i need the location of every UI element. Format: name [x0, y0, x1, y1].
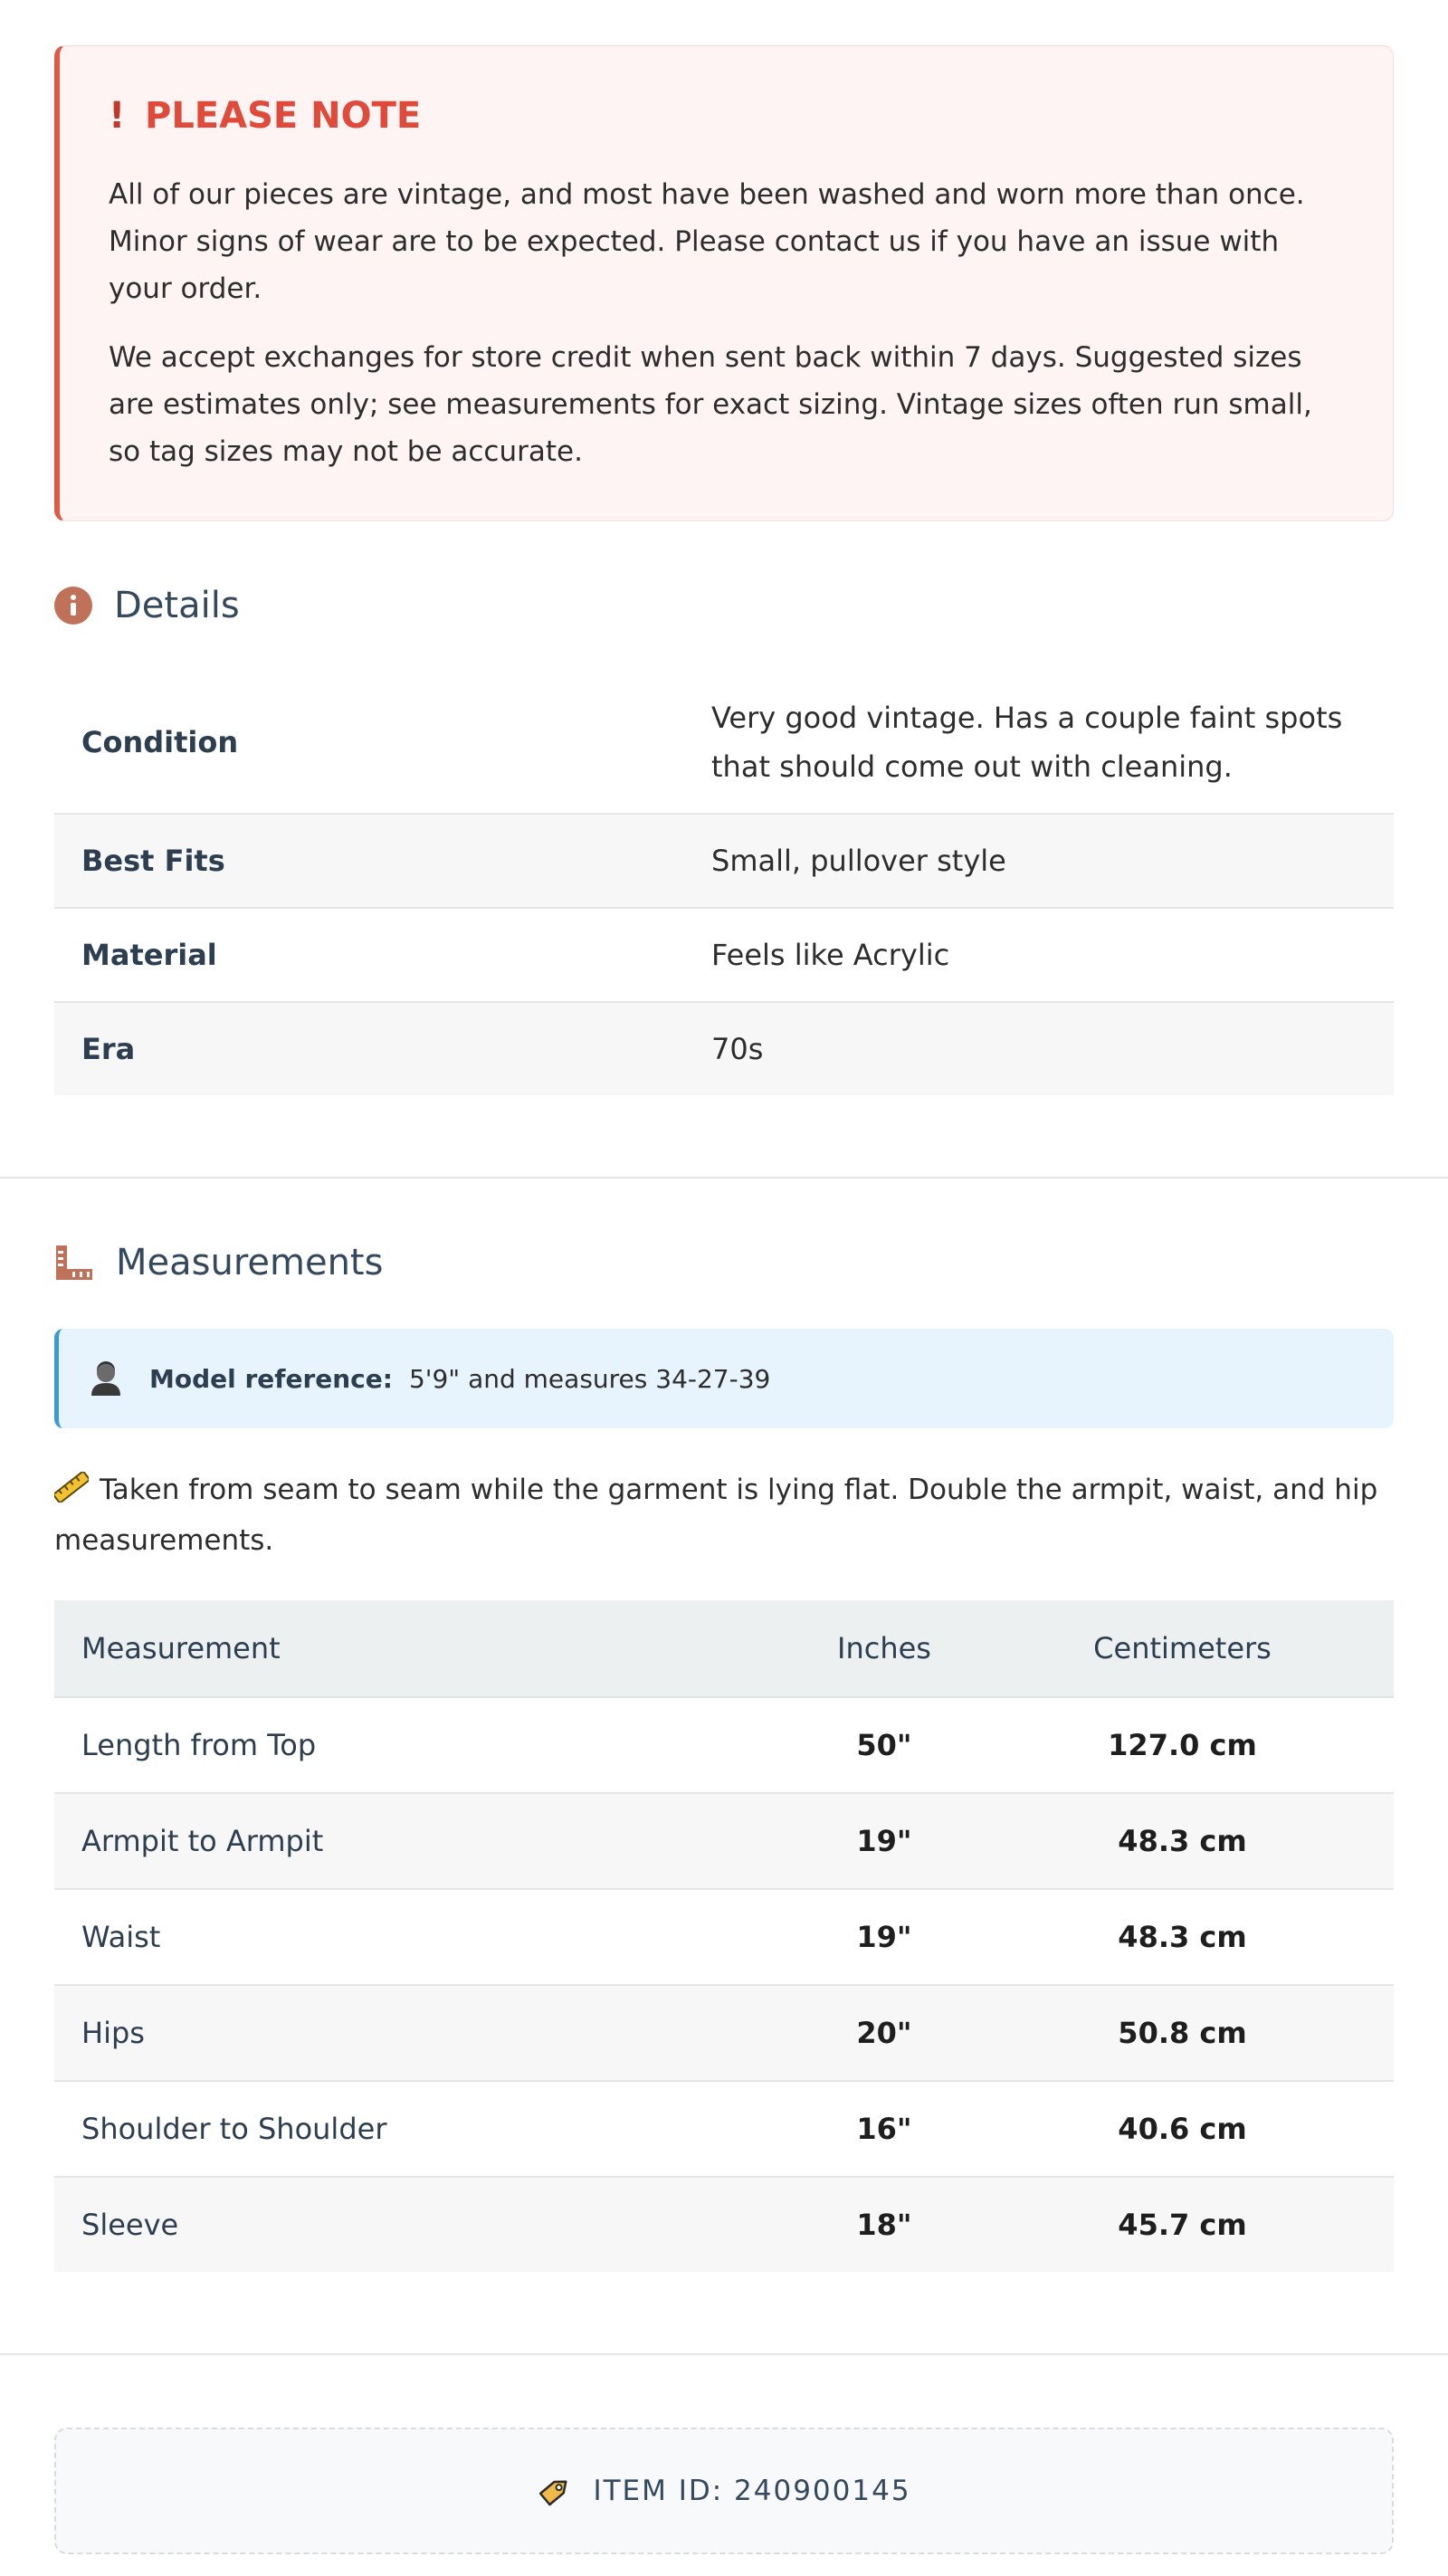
details-value: 70s	[711, 1032, 764, 1066]
details-row-era	[54, 1003, 1394, 1095]
measurement-inches: 50"	[797, 1697, 971, 1793]
person-icon	[90, 1361, 122, 1396]
measurements-title: Measurements	[116, 1242, 384, 1283]
measurement-name: Length from Top	[54, 1697, 797, 1793]
column-header-inches: Inches	[797, 1600, 971, 1697]
measurement-note-text: Taken from seam to seam while the garment is lying flat. Double the armpit, waist, and hip measurements.	[54, 1474, 1378, 1557]
model-reference-box	[54, 1329, 1394, 1428]
measurement-cm: 127.0 cm	[971, 1697, 1394, 1793]
measurement-cm: 48.3 cm	[971, 1793, 1394, 1889]
column-header-measurement: Measurement	[54, 1600, 797, 1697]
model-reference-value: 5'9" and measures 34-27-39	[408, 1363, 771, 1394]
details-key: Condition	[81, 725, 239, 759]
measurement-inches: 19"	[797, 1793, 971, 1889]
tag-icon	[537, 2473, 573, 2509]
details-value: Very good vintage. Has a couple faint spots that should come out with cleaning.	[711, 701, 1343, 784]
measurement-cm: 45.7 cm	[971, 2177, 1394, 2272]
measurement-name: Hips	[54, 1985, 797, 2081]
measurement-inches: 20"	[797, 1985, 971, 2081]
measurement-cm: 48.3 cm	[971, 1889, 1394, 1985]
details-heading	[54, 585, 1394, 626]
table-row	[54, 1985, 1394, 2081]
details-title: Details	[114, 585, 240, 626]
measurement-note	[54, 1466, 1394, 1564]
measurement-inches: 16"	[797, 2081, 971, 2177]
model-reference-label: Model reference:	[149, 1363, 393, 1394]
measurement-cm: 40.6 cm	[971, 2081, 1394, 2177]
measurement-name: Shoulder to Shoulder	[54, 2081, 797, 2177]
measurement-cm: 50.8 cm	[971, 1985, 1394, 2081]
item-id-box	[54, 2428, 1394, 2554]
table-row	[54, 1697, 1394, 1793]
exclamation-icon: !	[109, 95, 126, 137]
measurements-heading	[54, 1242, 1394, 1283]
details-key: Era	[81, 1032, 136, 1066]
notice-paragraph-1: All of our pieces are vintage, and most have been washed and worn more than once. Minor signs of wear are to be expected. Please contact us if you have an issue with your order.	[109, 178, 1305, 305]
notice-box	[54, 45, 1394, 521]
details-value: Feels like Acrylic	[711, 938, 950, 972]
info-icon	[54, 587, 92, 625]
measurement-name: Armpit to Armpit	[54, 1793, 797, 1889]
measurement-name: Waist	[54, 1889, 797, 1985]
table-row	[54, 2177, 1394, 2272]
item-id-text: ITEM ID: 240900145	[593, 2475, 911, 2507]
column-header-centimeters: Centimeters	[971, 1600, 1394, 1697]
details-key: Material	[81, 938, 217, 972]
details-row-best-fits	[54, 815, 1394, 909]
measurement-inches: 18"	[797, 2177, 971, 2272]
section-divider	[0, 2353, 1448, 2355]
measurements-table	[54, 1600, 1394, 2272]
details-key: Best Fits	[81, 844, 225, 878]
table-row	[54, 2081, 1394, 2177]
notice-paragraph-2: We accept exchanges for store credit when sent back within 7 days. Suggested sizes are estimates only; see measurements for exact sizing. Vintage sizes often run small, so tag sizes may not be accurate.	[109, 341, 1312, 468]
details-row-material	[54, 909, 1394, 1003]
section-divider	[0, 1177, 1448, 1178]
measurement-name: Sleeve	[54, 2177, 797, 2272]
details-table	[54, 672, 1394, 1095]
notice-title	[109, 95, 1344, 137]
measurements-header-row	[54, 1600, 1394, 1697]
ruler-icon	[54, 1244, 94, 1282]
straight-ruler-icon	[54, 1470, 89, 1517]
measurement-inches: 19"	[797, 1889, 971, 1985]
details-value: Small, pullover style	[711, 844, 1006, 878]
table-row	[54, 1889, 1394, 1985]
notice-title-text: PLEASE NOTE	[145, 95, 422, 137]
table-row	[54, 1793, 1394, 1889]
details-row-condition	[54, 672, 1394, 815]
